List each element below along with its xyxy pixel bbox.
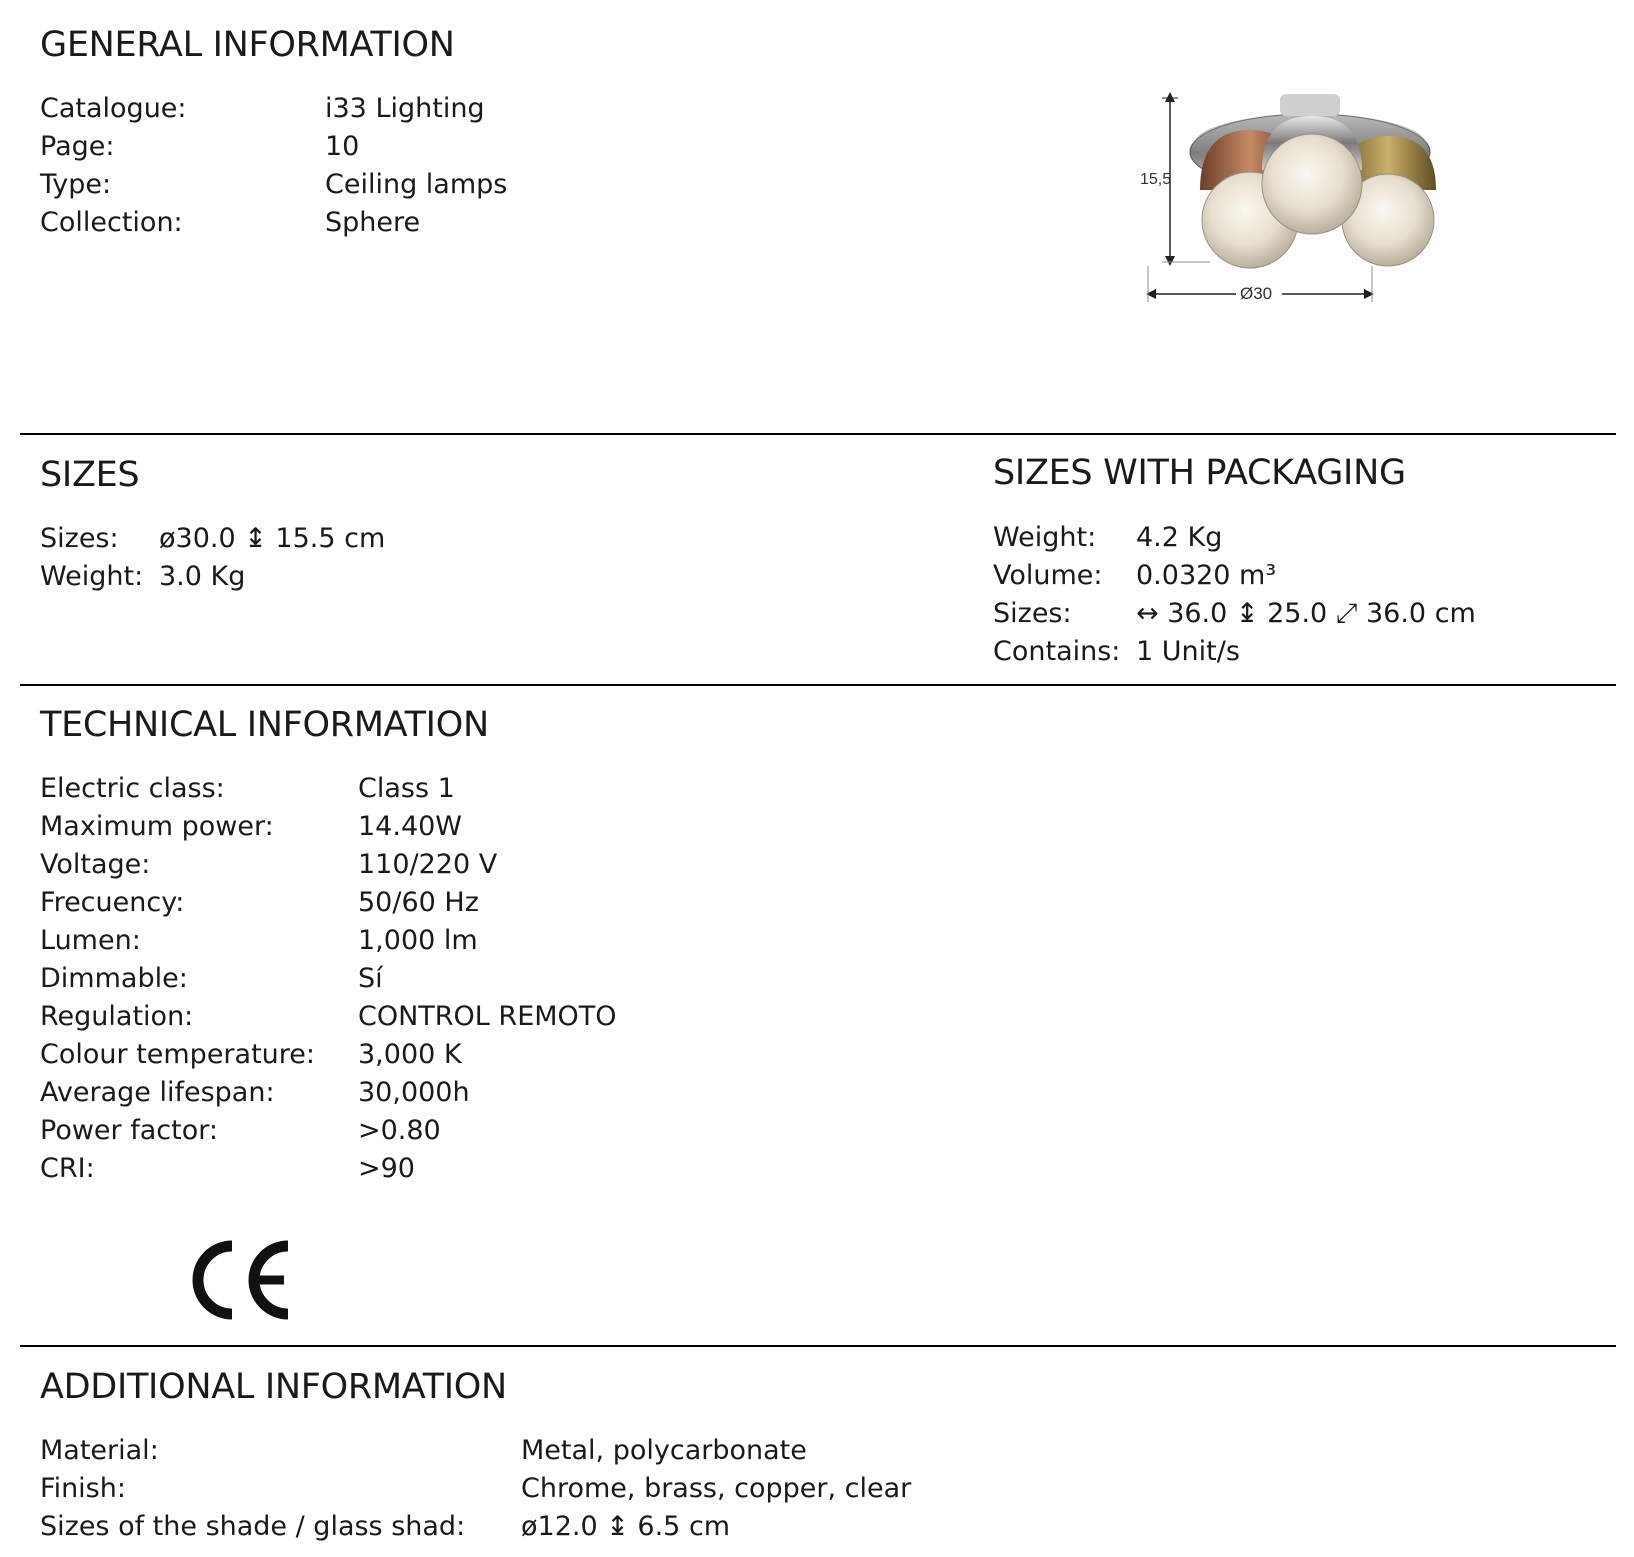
regulation-value: CONTROL REMOTO (358, 1001, 617, 1032)
additional-information-heading: ADDITIONAL INFORMATION (40, 1367, 507, 1407)
page-label: Page: (40, 131, 115, 162)
average-lifespan-label: Average lifespan: (40, 1077, 275, 1108)
material-value: Metal, polycarbonate (521, 1435, 807, 1466)
regulation-label: Regulation: (40, 1001, 194, 1032)
diameter-dimension-label: Ø30 (1240, 284, 1273, 303)
packaging-volume-value: 0.0320 m³ (1136, 560, 1277, 591)
finish-label: Finish: (40, 1473, 126, 1504)
lumen-value: 1,000 lm (358, 925, 478, 956)
packaging-contains-label: Contains: (993, 636, 1121, 667)
frequency-label: Frecuency: (40, 887, 185, 918)
material-label: Material: (40, 1435, 159, 1466)
technical-information-heading: TECHNICAL INFORMATION (40, 705, 489, 745)
packaging-sizes-label: Sizes: (993, 598, 1072, 629)
average-lifespan-value: 30,000h (358, 1077, 470, 1108)
sizes-heading: SIZES (40, 455, 140, 495)
maximum-power-value: 14.40W (358, 811, 462, 842)
shade-sizes-label: Sizes of the shade / glass shad: (40, 1511, 466, 1542)
colour-temperature-value: 3,000 K (358, 1039, 462, 1070)
finish-value: Chrome, brass, copper, clear (521, 1473, 912, 1504)
type-value: Ceiling lamps (325, 169, 508, 200)
divider-3 (20, 1345, 1616, 1347)
dimmable-value: Sí (358, 963, 383, 994)
cri-value: >90 (358, 1153, 415, 1184)
maximum-power-label: Maximum power: (40, 811, 274, 842)
packaging-weight-label: Weight: (993, 522, 1097, 553)
general-information-heading: GENERAL INFORMATION (40, 25, 455, 65)
dimmable-label: Dimmable: (40, 963, 188, 994)
sizes-label: Sizes: (40, 523, 119, 554)
frequency-value: 50/60 Hz (358, 887, 479, 918)
product-image (1140, 80, 1480, 320)
catalogue-label: Catalogue: (40, 93, 187, 124)
sizes-value: ø30.0 ↨ 15.5 cm (159, 523, 386, 554)
shade-sizes-value: ø12.0 ↨ 6.5 cm (521, 1511, 731, 1542)
collection-label: Collection: (40, 207, 183, 238)
packaging-heading: SIZES WITH PACKAGING (993, 453, 1406, 493)
packaging-contains-value: 1 Unit/s (1136, 636, 1240, 667)
type-label: Type: (40, 169, 112, 200)
ce-mark-icon (184, 1232, 304, 1328)
power-factor-value: >0.80 (358, 1115, 441, 1146)
height-dimension-label: 15,5 (1140, 171, 1172, 188)
voltage-label: Voltage: (40, 849, 151, 880)
packaging-volume-label: Volume: (993, 560, 1103, 591)
page-value: 10 (325, 131, 360, 162)
electric-class-value: Class 1 (358, 773, 455, 804)
weight-label: Weight: (40, 561, 144, 592)
lumen-label: Lumen: (40, 925, 141, 956)
cri-label: CRI: (40, 1153, 95, 1184)
packaging-weight-value: 4.2 Kg (1136, 522, 1223, 553)
power-factor-label: Power factor: (40, 1115, 218, 1146)
divider-2 (20, 684, 1616, 686)
divider-1 (20, 433, 1616, 435)
packaging-sizes-value: ↔ 36.0 ↨ 25.0 ⤢ 36.0 cm (1136, 598, 1476, 629)
collection-value: Sphere (325, 207, 421, 238)
colour-temperature-label: Colour temperature: (40, 1039, 315, 1070)
voltage-value: 110/220 V (358, 849, 498, 880)
catalogue-value: i33 Lighting (325, 93, 485, 124)
weight-value: 3.0 Kg (159, 561, 246, 592)
electric-class-label: Electric class: (40, 773, 225, 804)
